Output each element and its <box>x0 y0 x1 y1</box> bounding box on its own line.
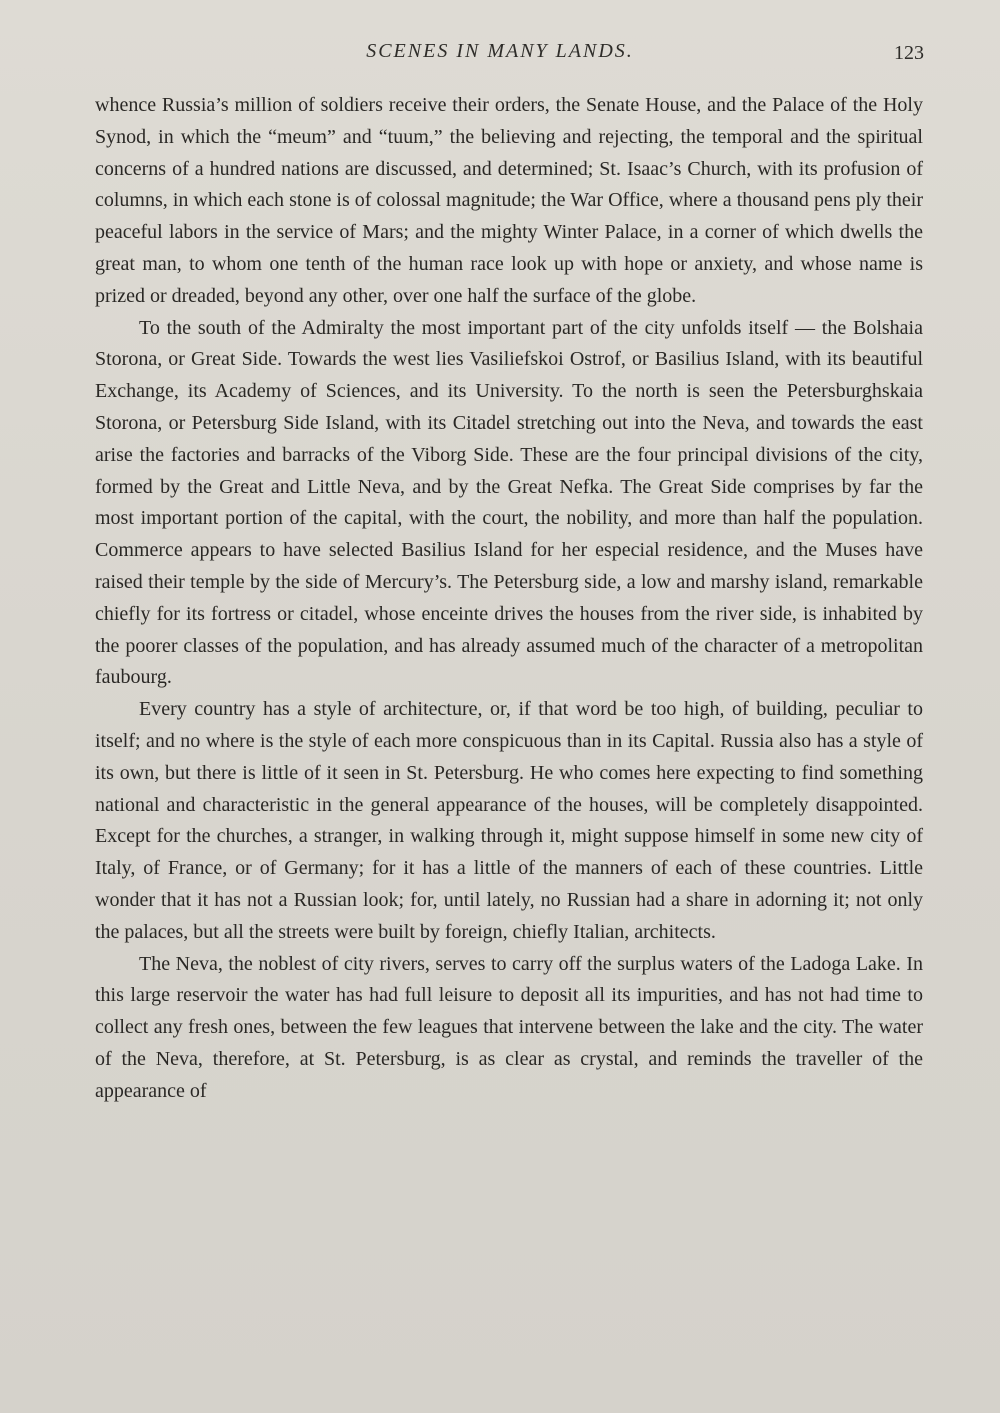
running-head <box>0 40 1000 70</box>
paragraph-continued: whence Russia’s million of soldiers receive their orders, the Senate House, and the Palace of the Holy Synod, in which the “meum” and “tuum,” the believing and rejecting, the temporal and the spiritual concerns of a hundred nations are discussed, and determined; St. Isaac’s Church, with its profusion of columns, in which each stone is of colossal magnitude; the War Office, where a thousand pens ply their peaceful labors in the service of Mars; and the mighty Winter Palace, in a corner of which dwells the great man, to whom one tenth of the human race look up with hope or anxiety, and whose name is prized or dreaded, beyond any other, over one half the surface of the globe. <box>95 94 923 307</box>
paragraph-admiralty: To the south of the Admiralty the most important part of the city unfolds itself — the Bolshaia Storona, or Great Side. Towards the west lies Vasiliefskoi Ostrof, or Basilius Island, with its beautiful Exchange, its Academy of Sciences, and its University. To the north is seen the Petersburghskaia Storona, or Petersburg Side Island, with its Citadel stretching out into the Neva, and towards the east arise the factories and barracks of the Viborg Side. These are the four principal divisions of the city, formed by the Great and Little Neva, and by the Great Nefka. The Great Side comprises by far the most important portion of the capital, with the court, the nobility, and more than half the population. Commerce appears to have selected Basilius Island for her especial residence, and the Muses have raised their temple by the side of Mercury’s. The Petersburg side, a low and marshy island, remarkable chiefly for its fortress or citadel, whose enceinte drives the houses from the river side, is inhabited by the poorer classes of the population, and has already assumed much of the character of a metropolitan faubourg. <box>95 316 923 689</box>
running-title: SCENES IN MANY LANDS. <box>366 40 634 62</box>
body-text <box>95 90 923 1108</box>
paragraph-architecture: Every country has a style of architecture, or, if that word be too high, of building, peculiar to itself; and no where is the style of each more conspicuous than in its Capital. Russia also has a style of its own, but there is little of it seen in St. Petersburg. He who comes here expecting to find something national and characteristic in the general appearance of the houses, will be completely disappointed. Except for the churches, a stranger, in walking through it, might suppose himself in some new city of Italy, of France, or of Germany; for it has a little of the manners of each of these countries. Little wonder that it has not a Russian look; for, until lately, no Russian had a share in adorning it; not only the palaces, but all the streets were built by foreign, chiefly Italian, architects. <box>95 698 923 943</box>
paragraph-neva: The Neva, the noblest of city rivers, serves to carry off the surplus waters of the Ladoga Lake. In this large reservoir the water has had full leisure to deposit all its impurities, and has not had time to collect any fresh ones, between the few leagues that intervene between the lake and the city. The water of the Neva, therefore, at St. Petersburg, is as clear as crystal, and reminds the traveller of the appearance of <box>95 952 923 1102</box>
page-number: 123 <box>894 42 924 64</box>
